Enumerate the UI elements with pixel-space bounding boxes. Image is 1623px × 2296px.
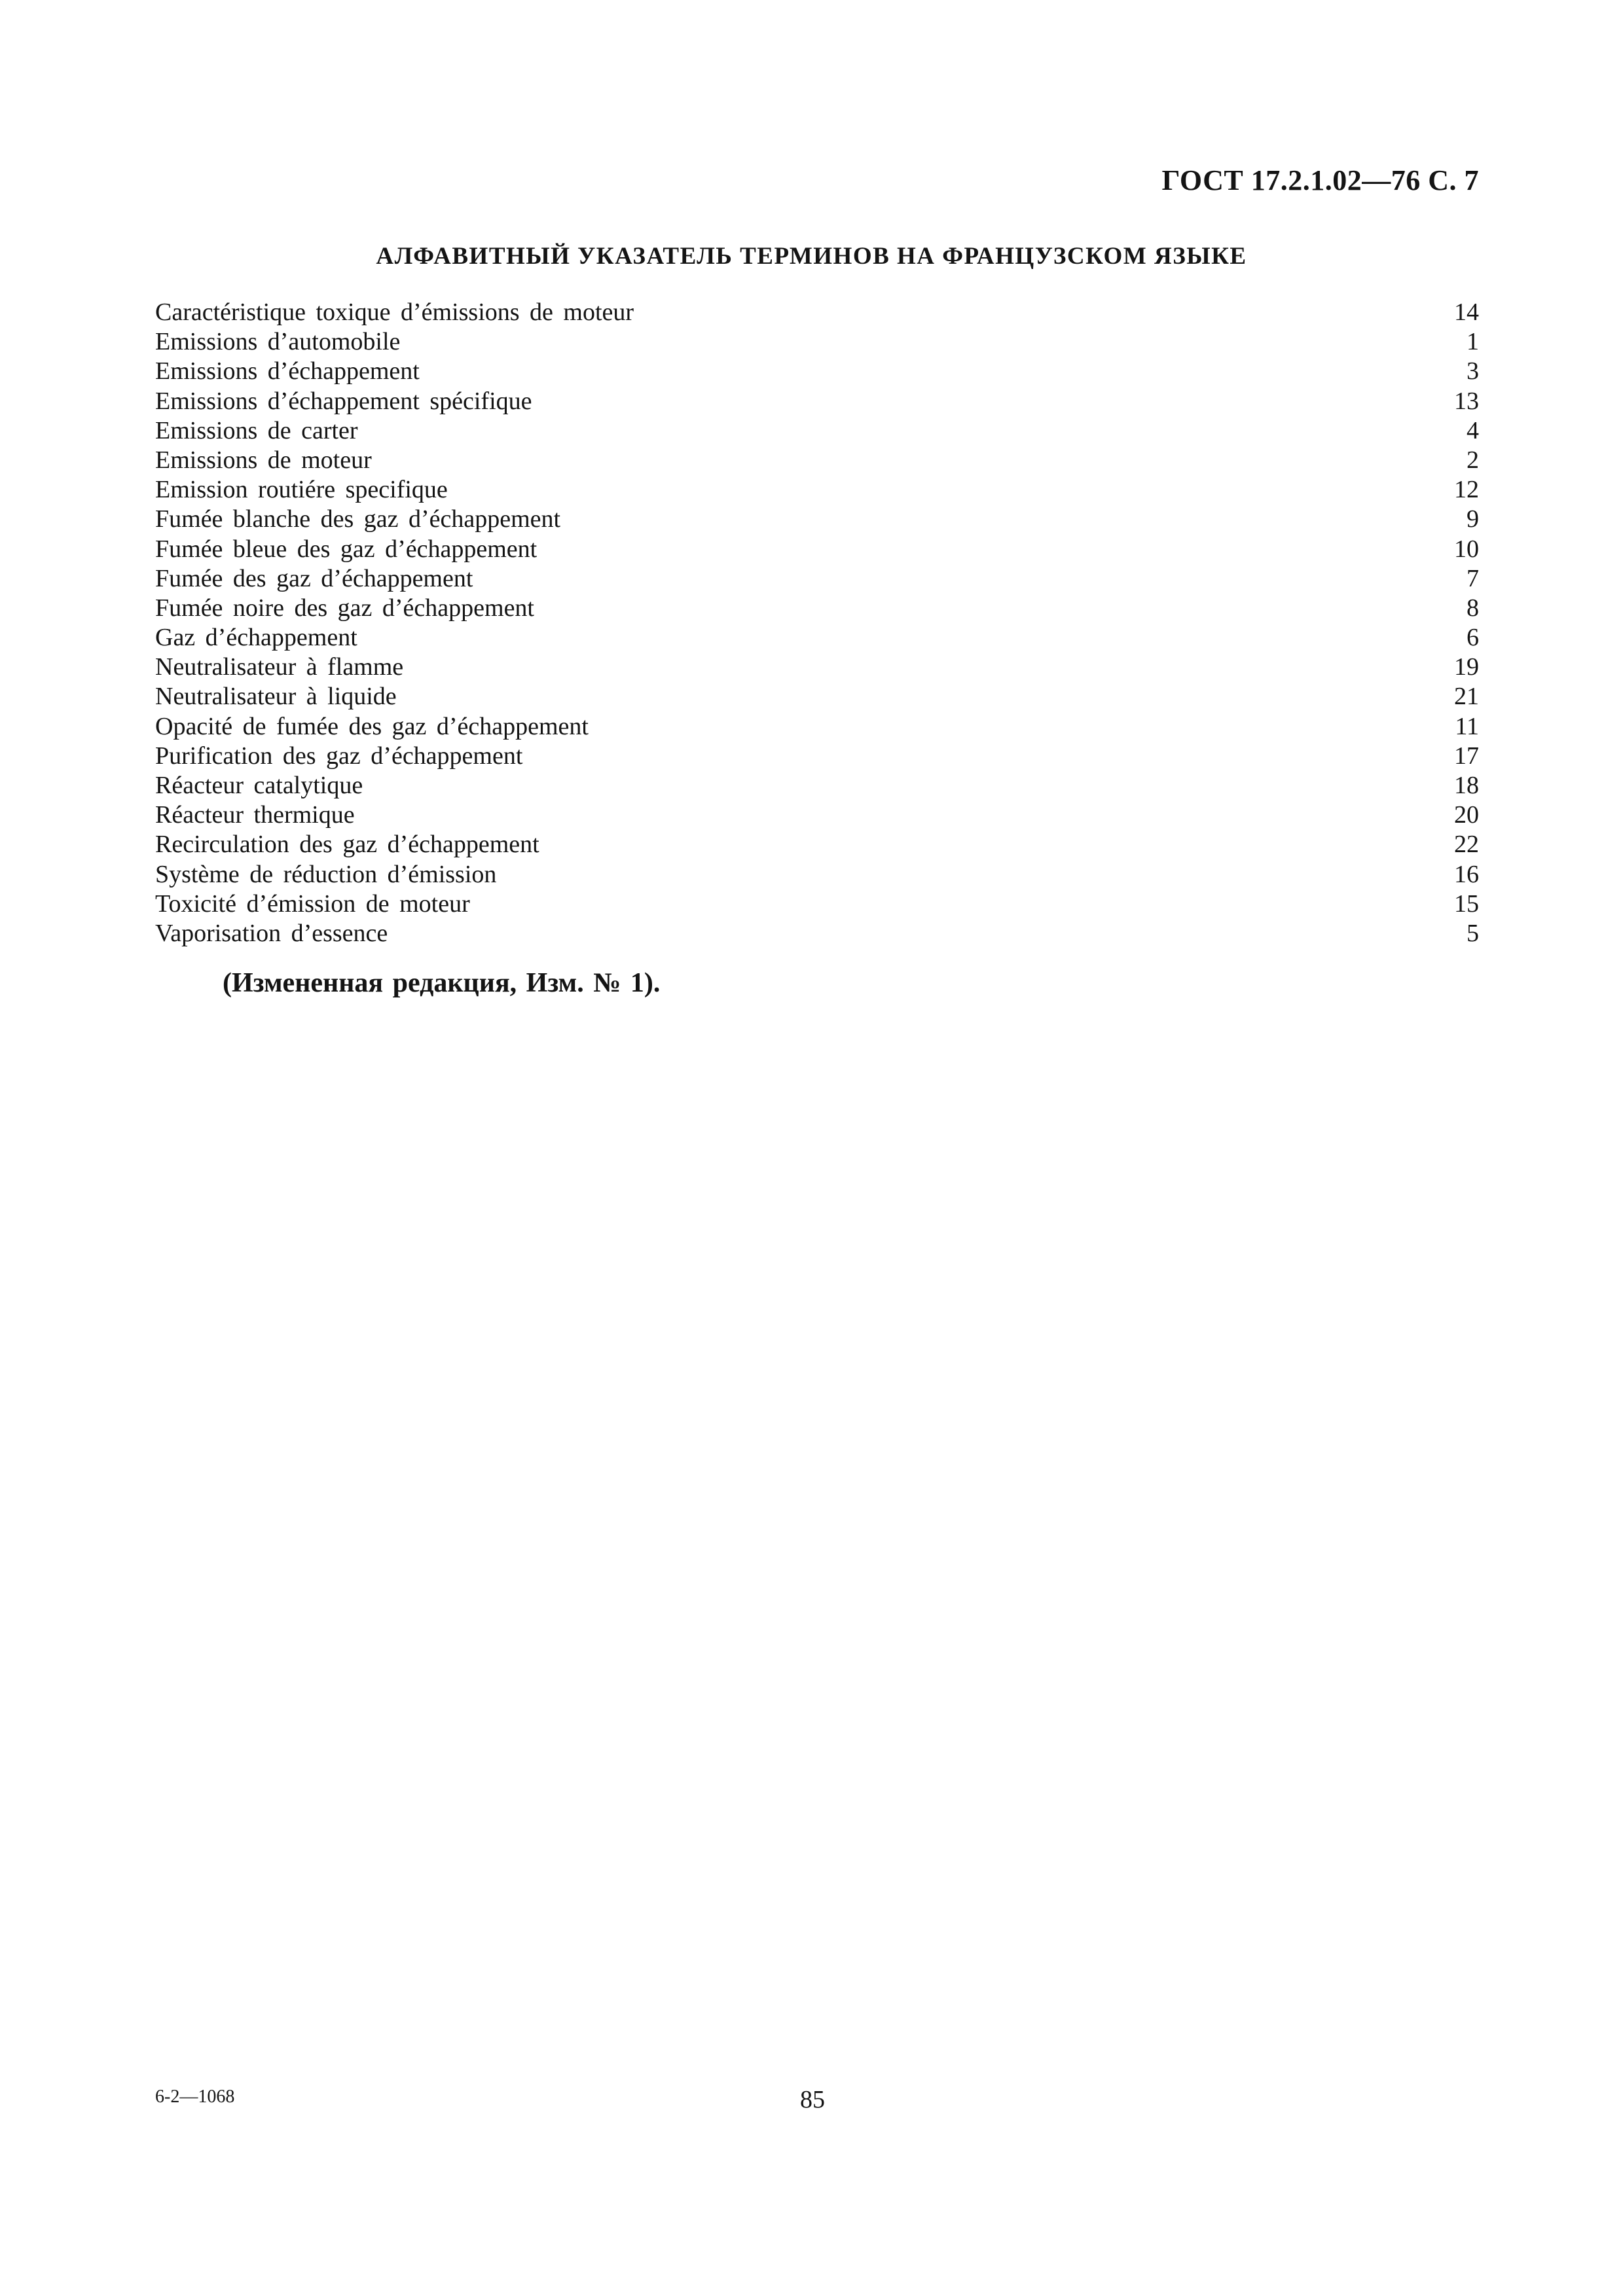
index-term: Emission routiére specifique — [155, 476, 448, 504]
index-term-number: 7 — [1467, 564, 1479, 592]
index-entry — [155, 712, 1479, 742]
index-entry — [155, 298, 1479, 327]
index-entry — [155, 594, 1479, 623]
index-entry — [155, 327, 1479, 357]
index-entry — [155, 653, 1479, 682]
index-entry — [155, 830, 1479, 859]
index-term: Fumée blanche des gaz d’échappement — [155, 505, 561, 533]
index-term-number: 21 — [1454, 683, 1479, 711]
index-term: Fumée noire des gaz d’échappement — [155, 594, 534, 622]
index-term-number: 16 — [1454, 860, 1479, 888]
index-entry — [155, 475, 1479, 505]
index-term-number: 4 — [1467, 416, 1479, 444]
index-entry — [155, 505, 1479, 534]
index-term: Réacteur catalytique — [155, 772, 363, 799]
index-entry — [155, 742, 1479, 771]
index-term: Système de réduction d’émission — [155, 860, 497, 888]
index-term-number: 17 — [1454, 742, 1479, 770]
index-term-number: 22 — [1454, 831, 1479, 859]
index-term-number: 19 — [1454, 653, 1479, 681]
index-term-number: 13 — [1454, 387, 1479, 415]
index-entry — [155, 771, 1479, 800]
index-term-number: 8 — [1467, 594, 1479, 622]
document-code-header: ГОСТ 17.2.1.02—76 С. 7 — [1161, 164, 1479, 196]
section-title: АЛФАВИТНЫЙ УКАЗАТЕЛЬ ТЕРМИНОВ НА ФРАНЦУЗСКОМ ЯЗЫКЕ — [376, 243, 1247, 270]
index-term: Recirculation des gaz d’échappement — [155, 831, 539, 859]
index-term: Emissions d’échappement — [155, 357, 420, 386]
index-entry — [155, 623, 1479, 653]
index-term-number: 20 — [1454, 801, 1479, 829]
index-entry — [155, 889, 1479, 919]
amendment-note: (Измененная редакция, Изм. № 1). — [223, 968, 661, 998]
index-term-number: 2 — [1467, 446, 1479, 474]
index-entry — [155, 357, 1479, 386]
index-entry — [155, 919, 1479, 948]
index-entry — [155, 860, 1479, 889]
index-term: Caractéristique toxique d’émissions de moteur — [155, 298, 634, 326]
index-term-number: 10 — [1454, 535, 1479, 563]
index-term-number: 6 — [1467, 624, 1479, 652]
index-term: Fumée des gaz d’échappement — [155, 564, 473, 592]
index-term: Neutralisateur à liquide — [155, 683, 397, 711]
footer-print-code: 6-2—1068 — [155, 2087, 235, 2107]
index-term-number: 9 — [1467, 505, 1479, 533]
index-term-number: 18 — [1454, 772, 1479, 799]
index-entry — [155, 564, 1479, 594]
index-entry — [155, 800, 1479, 830]
index-term: Emissions d’échappement spécifique — [155, 387, 532, 415]
index-term: Réacteur thermique — [155, 801, 355, 829]
index-entry — [155, 682, 1479, 711]
index-entry — [155, 416, 1479, 446]
index-term-number: 14 — [1454, 298, 1479, 326]
index-term: Emissions d’automobile — [155, 328, 401, 356]
index-term: Vaporisation d’essence — [155, 919, 388, 947]
index-entry — [155, 535, 1479, 564]
index-term: Opacité de fumée des gaz d’échappement — [155, 712, 589, 740]
index-term: Emissions de carter — [155, 416, 358, 444]
index-term-number: 5 — [1467, 919, 1479, 947]
index-term-number: 15 — [1454, 889, 1479, 918]
index-entry — [155, 387, 1479, 416]
index-term: Neutralisateur à flamme — [155, 653, 404, 681]
page-number: 85 — [800, 2086, 825, 2113]
term-index-list — [155, 298, 1479, 948]
index-term: Purification des gaz d’échappement — [155, 742, 523, 770]
index-term: Fumée bleue des gaz d’échappement — [155, 535, 538, 563]
index-entry — [155, 446, 1479, 475]
index-term-number: 11 — [1455, 712, 1479, 740]
index-term: Gaz d’échappement — [155, 624, 357, 652]
index-term-number: 1 — [1467, 328, 1479, 356]
index-term: Toxicité d’émission de moteur — [155, 889, 470, 918]
index-term-number: 3 — [1467, 357, 1479, 386]
index-term-number: 12 — [1454, 476, 1479, 504]
index-term: Emissions de moteur — [155, 446, 372, 474]
